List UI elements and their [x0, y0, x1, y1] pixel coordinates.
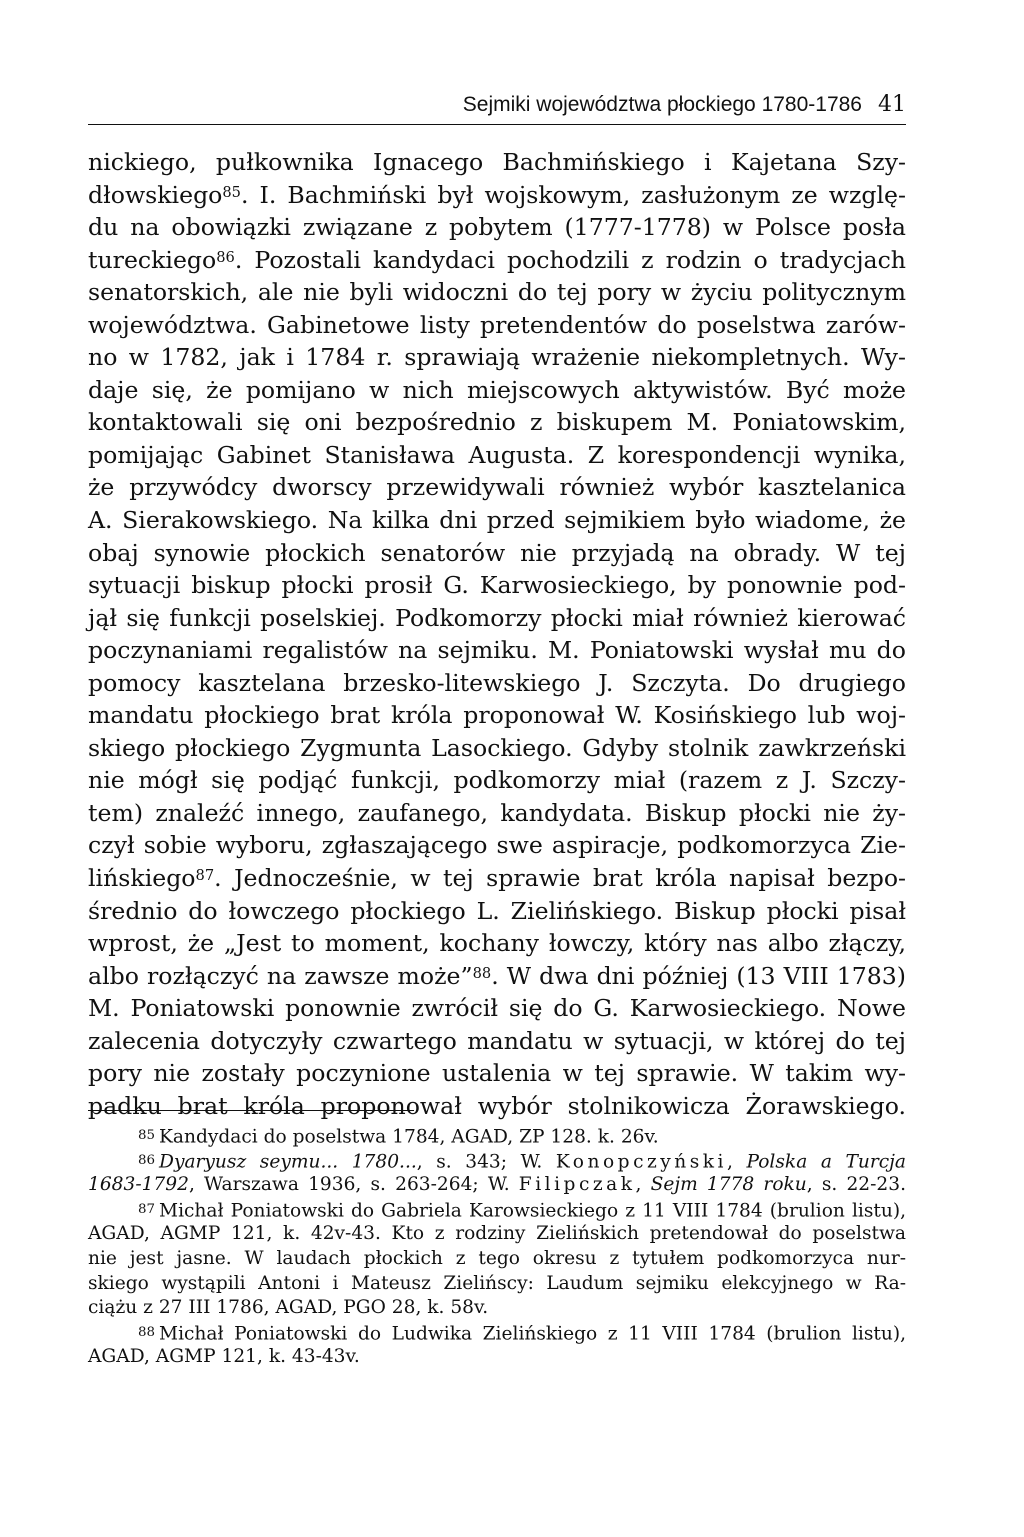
- footnote-86: $^{86}$ Dyaryusz seymu... 1780..., s. 343; W. Konopczyński, Polska a Turcja: [138, 1151, 907, 1173]
- footnote-87-cont: skiego wystąpili Antoni i Mateusz Zielińscy: Laudum sejmiku elekcyjnego w Ra-: [88, 1272, 906, 1294]
- footnote-88: $^{88}$ Michał Poniatowski do Ludwika Zielińskiego z 11 VIII 1784 (brulion listu),: [138, 1323, 906, 1345]
- text-line: wprost, że „Jest to moment, kochany łowczy, który nas albo złączy,: [88, 929, 906, 958]
- footnote-separator: [88, 1110, 414, 1111]
- text-line: pomijając Gabinet Stanisława Augusta. Z korespondencji wynika,: [88, 440, 906, 469]
- text-line: A. Sierakowskiego. Na kilka dni przed sejmikiem było wiadome, że: [88, 506, 906, 535]
- text-line: senatorskich, ale nie byli widoczni do tej pory w życiu politycznym: [88, 278, 906, 307]
- text-line: M. Poniatowski ponownie zwrócił się do G. Karwosieckiego. Nowe: [88, 994, 906, 1023]
- footnote-87-cont: nie jest jasne. W laudach płockich z tego okresu z tytułem podkomorzyca nur-: [88, 1247, 906, 1269]
- text-line: jął się funkcji poselskiej. Podkomorzy płocki miał również kierować: [88, 603, 906, 632]
- running-title: Sejmiki województwa płockiego 1780-1786: [462, 93, 862, 116]
- footnotes: [88, 1124, 906, 1370]
- text-line: tem) znaleźć innego, zaufanego, kandydata. Biskup płocki nie ży-: [88, 798, 906, 827]
- text-line: nickiego, pułkownika Ignacego Bachmińskiego i Kajetana Szy-: [88, 148, 906, 176]
- header-rule: [88, 124, 906, 125]
- text-line: pory nie zostały poczynione ustalenia w tej sprawie. W takim wy-: [88, 1059, 906, 1088]
- footnote-ref[interactable]: 86: [216, 248, 235, 266]
- text-line: du na obowiązki związane z pobytem (1777-1778) w Polsce posła: [88, 213, 906, 242]
- footnote-87-cont: ciążu z 27 III 1786, AGAD, PGO 28, k. 58v.: [88, 1297, 489, 1319]
- footnote-85: $^{85}$ Kandydaci do poselstwa 1784, AGAD, ZP 128. k. 26v.: [138, 1126, 659, 1148]
- text-line: lińskiego$^{87}$. Jednocześnie, w tej sprawie brat króla napisał bezpo-: [88, 864, 906, 893]
- main-text: [88, 146, 906, 1122]
- text-line: że przywódcy dworscy przewidywali również wybór kasztelanica: [88, 473, 906, 502]
- footnote-87-cont: AGAD, AGMP 121, k. 42v-43. Kto z rodziny Zielińskich pretendował do poselstwa: [88, 1223, 906, 1245]
- text-line: obaj synowie płockich senatorów nie przyjadą na obrady. W tej: [88, 538, 906, 567]
- text-line: poczynaniami regalistów na sejmiku. M. Poniatowski wysłał mu do: [88, 636, 906, 665]
- text-line: skiego płockiego Zygmunta Lasockiego. Gdyby stolnik zawkrzeński: [88, 733, 906, 762]
- text-line: tureckiego$^{86}$. Pozostali kandydaci pochodzili z rodzin o tradycjach: [88, 245, 906, 274]
- footnote-ref[interactable]: 88: [472, 964, 492, 982]
- running-head: [88, 92, 906, 118]
- text-line: albo rozłączyć na zawsze może”$^{88}$. W dwa dni później (13 VIII 1783): [88, 961, 906, 990]
- text-line: zalecenia dotyczyły czwartego mandatu w sytuacji, w której do tej: [88, 1026, 906, 1055]
- text-line: nie mógł się podjąć funkcji, podkomorzy miał (razem z J. Szczy-: [88, 766, 906, 795]
- text-line: no w 1782, jak i 1784 r. sprawiają wrażenie niekompletnych. Wy-: [88, 343, 906, 372]
- footnote-ref[interactable]: 85: [222, 183, 241, 201]
- text-line: czył sobie wyboru, zgłaszającego swe aspiracje, podkomorzyca Zie-: [88, 831, 906, 860]
- page-number: 41: [878, 92, 906, 117]
- footnote-87: $^{87}$ Michał Poniatowski do Gabriela Karowsieckiego z 11 VIII 1784 (brulion listu),: [138, 1200, 906, 1222]
- text-line: kontaktowali się oni bezpośrednio z biskupem M. Poniatowskim,: [88, 408, 906, 437]
- text-line: sytuacji biskup płocki prosił G. Karwosieckiego, by ponownie pod-: [88, 571, 906, 600]
- text-line: mandatu płockiego brat króla proponował W. Kosińskiego lub woj-: [88, 701, 906, 730]
- footnote-ref[interactable]: 87: [195, 866, 215, 884]
- text-line: średnio do łowczego płockiego L. Zielińskiego. Biskup płocki pisał: [88, 896, 906, 925]
- text-line: padku brat króla proponował wybór stolnikowicza Żorawskiego.: [88, 1091, 906, 1120]
- text-line: daje się, że pomijano w nich miejscowych aktywistów. Być może: [88, 375, 906, 404]
- footnote-86-cont: 1683-1792, Warszawa 1936, s. 263-264; W. Filipczak, Sejm 1778 roku, s. 22-23.: [88, 1174, 906, 1196]
- text-line: pomocy kasztelana brzesko-litewskiego J. Szczyta. Do drugiego: [88, 668, 906, 697]
- text-line: województwa. Gabinetowe listy pretendentów do poselstwa zarów-: [88, 310, 906, 339]
- footnote-88-cont: AGAD, AGMP 121, k. 43-43v.: [88, 1346, 360, 1368]
- text-line: dłowskiego$^{85}$. I. Bachmiński był wojskowym, zasłużonym ze wzglę-: [88, 180, 906, 209]
